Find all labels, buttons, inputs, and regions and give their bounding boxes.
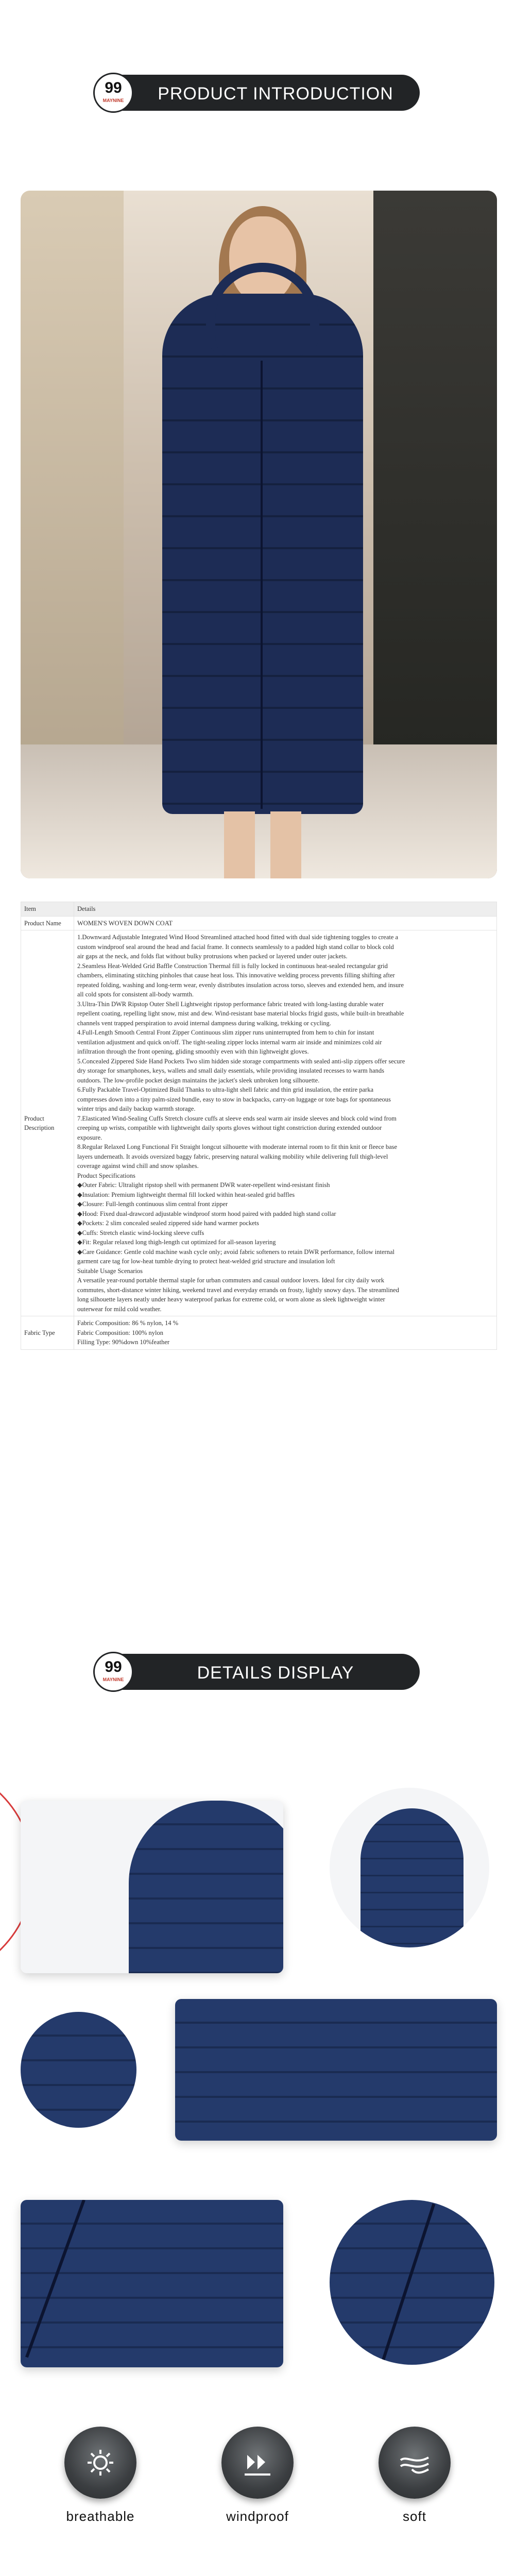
- table-row-description: [21, 930, 497, 1316]
- feature-windproof: [206, 2427, 309, 2525]
- description-line: ◆Cuffs: Stretch elastic wind-locking sleeve cuffs: [77, 1229, 204, 1236]
- feature-label: breathable: [66, 2509, 135, 2524]
- description-line: 1.Downward Adjustable Integrated Wind Hood Streamlined attached hood fitted with dual side tightening toggles to create a: [77, 934, 399, 941]
- model-legs: [224, 811, 301, 878]
- fabric-value: [74, 1316, 497, 1350]
- description-line: coverage against wind chill and snow splashes.: [77, 1162, 199, 1170]
- table-header-row: [21, 902, 497, 917]
- product-name-value: WOMEN'S WOVEN DOWN COAT: [74, 916, 497, 930]
- detail-zipper-card: [21, 2200, 283, 2367]
- description-line: repeated folding, washing and long-term wear, evenly distributes insulation across torso, sleeves and extended hem, and insure: [77, 981, 404, 989]
- coat-zipper: [261, 361, 263, 809]
- product-introduction-banner: [95, 75, 420, 111]
- zipper-line: [25, 2200, 85, 2358]
- description-line: ventilation adjustment and quick on/off. The tight-sealing zipper locks internal warm air inside and minimizes cold air: [77, 1038, 382, 1046]
- description-line: ◆Pockets: 2 slim concealed sealed zippered side hand warmer pockets: [77, 1219, 259, 1227]
- description-line: A versatile year-round portable thermal staple for urban commuters and casual outdoor lovers. Ideal for city daily work: [77, 1277, 385, 1284]
- feature-soft: [363, 2427, 466, 2525]
- details-display-banner: [95, 1654, 420, 1690]
- table-header-item: Item: [21, 902, 74, 917]
- description-line: creeping up wrists, compatible with lightweight daily sports gloves without tight constriction during extended outdoor: [77, 1124, 382, 1131]
- zipper-line-circle: [382, 2204, 436, 2361]
- description-line: ◆Care Guidance: Gentle cold machine wash cycle only; avoid fabric softeners to retain DWR performance, follow internal: [77, 1248, 394, 1256]
- description-line: air gaps at the neck, and folds flat without bulky protrusions when packed or layered under outer jackets.: [77, 953, 348, 960]
- description-line: garment care tag for low-heat tumble drying to protect heat-welded grid structure and insulation loft: [77, 1258, 335, 1265]
- description-line: 6.Fully Packable Travel-Optimized Build Thanks to ultra-light shell fabric and thin grid insulation, the entire parka: [77, 1086, 374, 1093]
- photo-background-building-left: [21, 191, 124, 783]
- detail-hood-image: [129, 1801, 283, 1973]
- detail-cuff-card: [175, 1999, 497, 2141]
- feature-label: soft: [403, 2509, 426, 2524]
- fabric-line: Filling Type: 90%down 10%feather: [77, 1338, 170, 1346]
- description-line: winter trips and daily backup warmth storage.: [77, 1105, 196, 1112]
- description-line: 2.Seamless Heat-Welded Grid Baffle Construction Thermal fill is fully locked in continuous heat-sealed rectangular grid: [77, 962, 388, 970]
- logo-brand: MAYNINE: [102, 98, 124, 103]
- logo-brand: MAYNINE: [102, 1677, 124, 1682]
- description-line: ◆Outer Fabric: Ultralight ripstop shell with permanent DWR water-repellent wind-resistant finish: [77, 1181, 330, 1189]
- description-line: layers underneath. It avoids oversized baggy fabric, preserving natural walking mobility while delivering full thigh-level: [77, 1153, 388, 1160]
- description-line: outerwear for mild cold weather.: [77, 1305, 162, 1313]
- table-row-product-name: [21, 916, 497, 930]
- description-line: channels vent trapped perspiration to avoid internal dampness during walking, trekking or cycling.: [77, 1019, 331, 1027]
- description-label: Product Description: [21, 930, 74, 1316]
- windproof-icon: [221, 2427, 294, 2499]
- description-value: [74, 930, 497, 1316]
- detail-hood-back-circle: [330, 1788, 489, 1947]
- description-line: repellent coating, repelling light snow, mist and dew. Wind-resistant base material blocks frigid gusts, while built-in breathable: [77, 1010, 404, 1017]
- product-details-table: [21, 902, 497, 1350]
- description-line: 3.Ultra-Thin DWR Ripstop Outer Shell Lightweight ripstop performance fabric treated with long-lasting durable water: [77, 1000, 384, 1008]
- description-line: Suitable Usage Scenarios: [77, 1267, 143, 1275]
- description-line: all cold spots for consistent all-body warmth.: [77, 991, 194, 998]
- fabric-line: Fabric Composition: 86 % nylon, 14 %: [77, 1319, 179, 1327]
- brand-logo-details: [93, 1652, 133, 1692]
- description-line: 4.Full-Length Smooth Central Front Zipper Continuous slim zipper runs uninterrupted from hem to chin for instant: [77, 1029, 374, 1036]
- description-line: outdoors. The low-profile pocket design maintains the jacket's sleek unbroken long silhouette.: [77, 1076, 320, 1084]
- fabric-line: Fabric Composition: 100% nylon: [77, 1329, 164, 1336]
- breathable-icon: [64, 2427, 136, 2499]
- brand-logo: [93, 73, 133, 113]
- description-line: custom windproof seal around the head and facial frame. It connects seamlessly to a padded high stand collar to block cold: [77, 943, 394, 951]
- description-line: dry storage for smartphones, keys, wallets and small daily essentials, while providing insulated recesses to warm hands: [77, 1067, 385, 1074]
- description-line: ◆Fit: Regular relaxed long thigh-length cut optimized for all-season layering: [77, 1239, 276, 1246]
- description-line: chambers, eliminating stitching pinholes that cause heat loss. This innovative welding process prevents filling shifting after: [77, 972, 395, 979]
- soft-icon: [379, 2427, 451, 2499]
- hero-product-photo: [21, 191, 497, 878]
- detail-hood-back-image: [360, 1808, 464, 1947]
- detail-zipper-circle: [330, 2200, 494, 2365]
- description-line: Product Specifications: [77, 1172, 135, 1179]
- description-line: long silhouette layers neatly under heavy waterproof parkas for extreme cold, or worn alone as sleek lightweight winter: [77, 1296, 385, 1303]
- product-name-label: Product Name: [21, 916, 74, 930]
- photo-background-building-right: [373, 191, 497, 835]
- detail-fabric-circle: [21, 2012, 136, 2128]
- table-row-fabric: [21, 1316, 497, 1350]
- detail-hood-card: [21, 1801, 283, 1973]
- description-line: infiltration through the front opening, gliding smoothly even with thin lightweight gloves.: [77, 1048, 309, 1055]
- section-title-intro: PRODUCT INTRODUCTION: [158, 84, 393, 104]
- description-line: ◆Hood: Fixed dual-drawcord adjustable windproof storm hood paired with padded high stand collar: [77, 1210, 336, 1217]
- description-line: commutes, short-distance winter hiking, weekend travel and everyday errands on frosty, lightly snowy days. The streamlined: [77, 1286, 399, 1294]
- description-line: 5.Concealed Zippered Side Hand Pockets Two slim hidden side storage compartments with sealed anti-slip zippers offer secure: [77, 1057, 405, 1065]
- logo-number: 99: [105, 79, 122, 96]
- description-line: ◆Insulation: Premium lightweight thermal fill locked within heat-sealed grid baffles: [77, 1191, 295, 1198]
- description-line: ◆Closure: Full-length continuous slim central front zipper: [77, 1200, 228, 1208]
- feature-label: windproof: [226, 2509, 289, 2524]
- fabric-label: Fabric Type: [21, 1316, 74, 1350]
- table-header-details: Details: [74, 902, 497, 917]
- description-line: 8.Regular Relaxed Long Functional Fit Straight longcut silhouette with moderate internal room to fit thin knit or fleece base: [77, 1143, 398, 1150]
- coat-body: [162, 294, 363, 814]
- logo-number: 99: [105, 1658, 122, 1675]
- description-line: exposure.: [77, 1133, 102, 1141]
- description-line: compresses down into a tiny palm-sized bundle, easy to stow in backpacks, carry-on luggage or tote bags for spontaneous: [77, 1095, 391, 1103]
- feature-breathable: [49, 2427, 152, 2525]
- description-line: 7.Elasticated Wind-Sealing Cuffs Stretch closure cuffs at sleeve ends seal warm air inside sleeves and block cold wind from: [77, 1114, 397, 1122]
- section-title-details: DETAILS DISPLAY: [197, 1663, 354, 1683]
